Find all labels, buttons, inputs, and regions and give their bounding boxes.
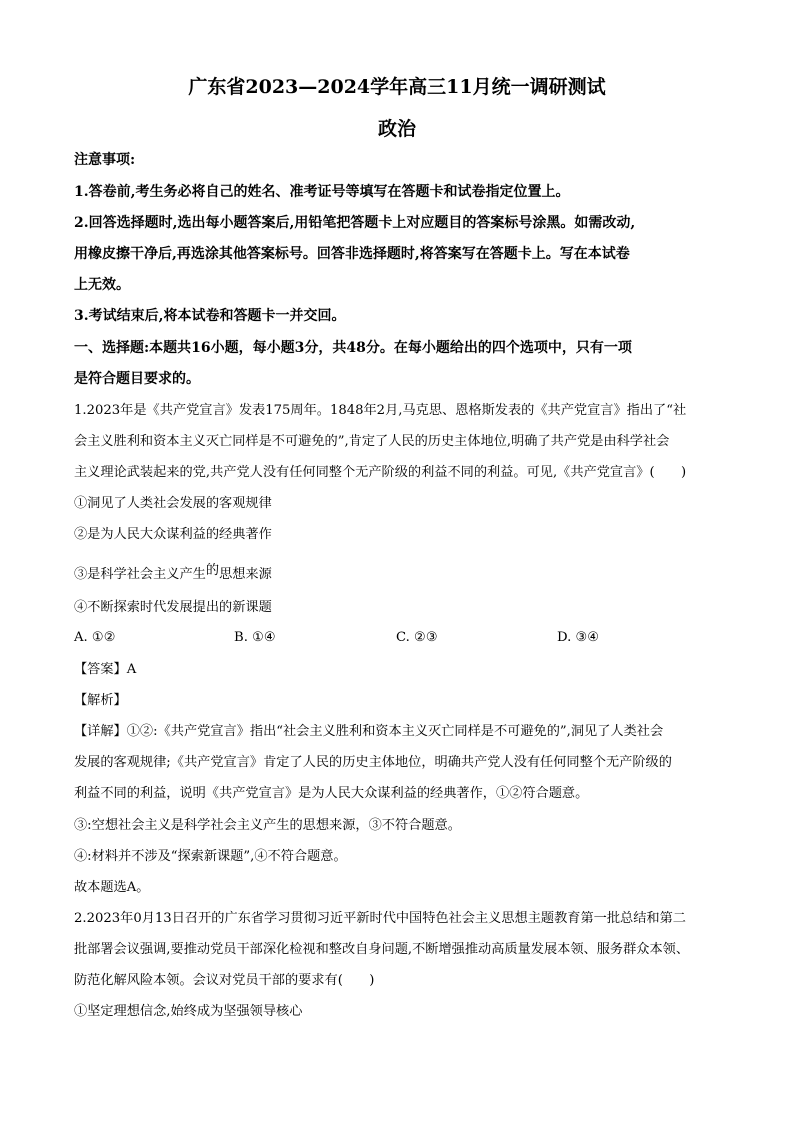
notice-item: 1.答卷前,考生务必将自己的姓名、准考证号等填写在答题卡和试卷指定位置上。: [74, 184, 570, 200]
question-2-statement-1: ①坚定理想信念,始终成为坚强领导核心: [74, 1004, 303, 1019]
question-1-statement-4: ④不断探索时代发展提出的新课题: [74, 600, 272, 615]
notice-item: 3.考试结束后,将本试卷和答题卡一并交回。: [74, 308, 346, 324]
document-subtitle: 政治: [377, 118, 416, 140]
document-title: 广东省2023—2024学年高三11月统一调研测试: [188, 76, 606, 98]
section-heading: 一、选择题:本题共16小题，每小题3分，共48分。在每小题给出的四个选项中，只有一项: [74, 340, 632, 356]
detail-line: 利益不同的利益，说明《共产党宣言》是为人民大众谋利益的经典著作，①②符合题意。: [74, 786, 589, 801]
question-2-stem: 2.2023年0月13日召开的广东省学习贯彻习近平新时代中国特色社会主义思想主题教育第一批总结和第二: [74, 911, 686, 926]
question-1-statement-1: ①洞见了人类社会发展的客观规律: [74, 496, 272, 511]
analysis-label: 【解析】: [74, 693, 127, 708]
question-1-stem: 1.2023年是《共产党宣言》发表175周年。1848年2月,马克思、恩格斯发表的《共产党宣言》指出了“社: [74, 403, 687, 418]
statement-3-raised-char: 的: [205, 563, 220, 578]
answer-label: 【答案】A: [74, 662, 137, 677]
option-a: A. ①②: [74, 630, 116, 645]
question-2-stem: 防范化解风险本领。会议对党员干部的要求有( ): [74, 973, 375, 988]
notice-item: 上无效。: [74, 277, 130, 293]
statement-3-part-a: ③是科学社会主义产生: [74, 567, 206, 582]
question-1-statement-2: ②是为人民大众谋利益的经典著作: [74, 527, 272, 542]
question-2-stem: 批部署会议强调,要推动党员干部深化检视和整改自身问题,不断增强推动高质量发展本领、服务群众本领、: [74, 942, 690, 957]
notice-heading: 注意事项:: [74, 152, 136, 168]
notice-item: 2.回答选择题时,选出每小题答案后,用铅笔把答题卡上对应题目的答案标号涂黑。如需改动,: [74, 215, 636, 231]
option-c: C. ②③: [396, 630, 438, 645]
question-1-statement-3: [74, 563, 272, 584]
detail-line: 发展的客观规律;《共产党宣言》肯定了人民的历史主体地位，明确共产党人没有任何同整个无产阶级的: [74, 755, 672, 770]
detail-line: 故本题选A。: [74, 880, 150, 895]
question-1-stem: 会主义胜利和资本主义灭亡同样是不可避免的”,肯定了人民的历史主体地位,明确了共产党是由科学社会: [74, 434, 670, 449]
detail-line: 【详解】①②:《共产党宣言》指出“社会主义胜利和资本主义灭亡同样是不可避免的”,洞见了人类社会: [74, 724, 664, 739]
detail-line: ③:空想社会主义是科学社会主义产生的思想来源，③不符合题意。: [74, 818, 461, 833]
statement-3-part-b: 思想来源: [219, 567, 272, 582]
option-b: B. ①④: [234, 630, 276, 645]
question-1-stem: 主义理论武装起来的党,共产党人没有任何同整个无产阶级的利益不同的利益。可见,《共产党宣言》( ): [74, 465, 687, 480]
detail-line: ④:材料并不涉及“探索新课题”,④不符合题意。: [74, 849, 347, 864]
section-heading: 是符合题目要求的。: [74, 371, 200, 387]
option-d: D. ③④: [557, 630, 600, 645]
notice-item: 用橡皮擦干净后,再选涂其他答案标号。回答非选择题时,将答案写在答题卡上。写在本试卷: [74, 246, 630, 262]
